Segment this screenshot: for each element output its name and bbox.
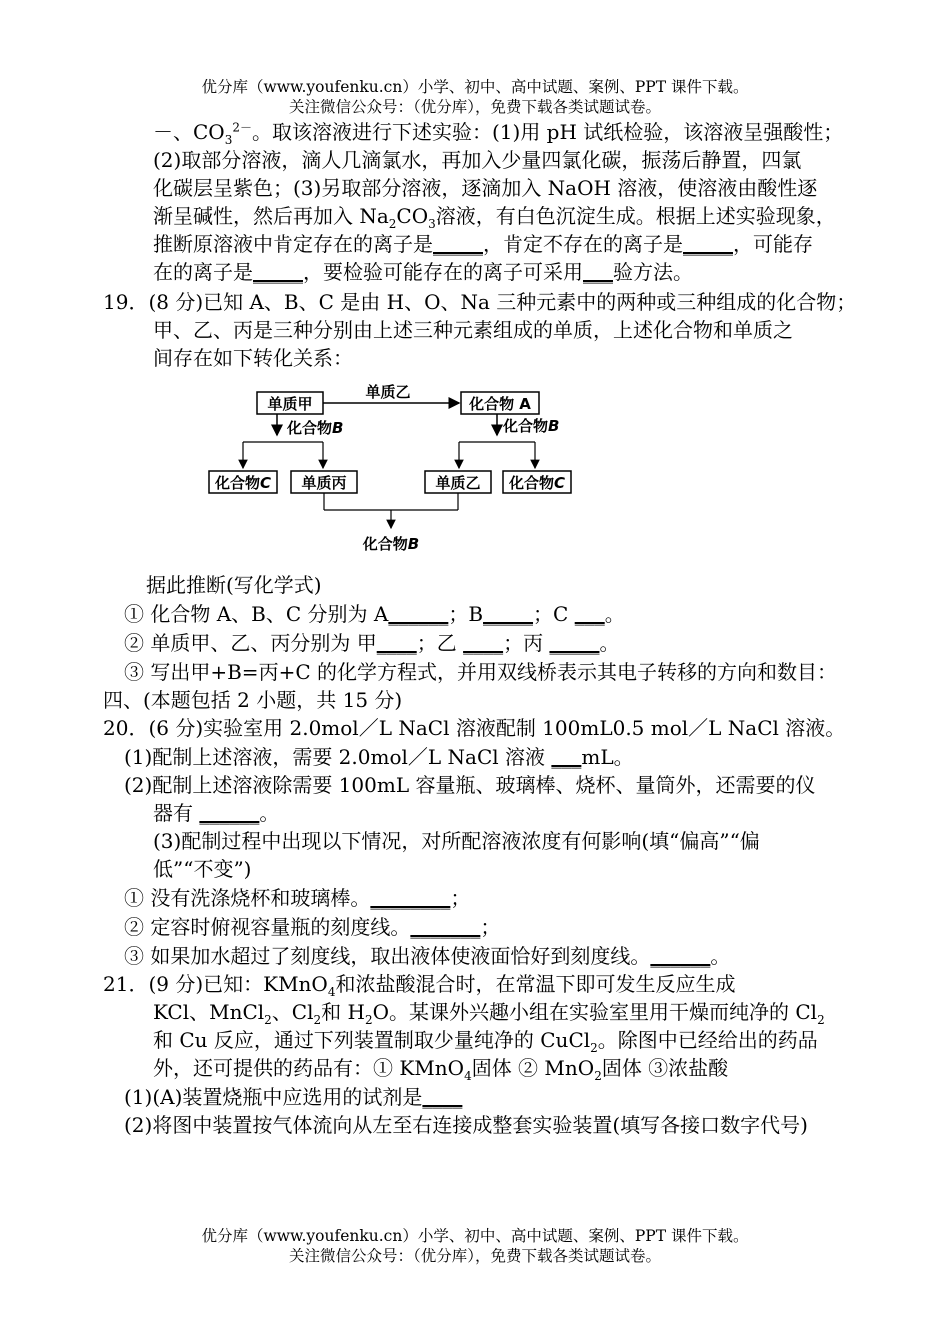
q19-line-4: 据此推断(写化学式): [146, 573, 322, 597]
box-danzhi-yi-label: 单质乙: [435, 474, 481, 492]
answer-blank: ________: [370, 886, 451, 910]
q20-line-7: ① 没有洗涤烧杯和玻璃棒。________；: [124, 886, 471, 910]
arrow-label-danzhi-yi: 单质乙: [365, 383, 411, 401]
q21-line-2: KCl、MnCl$_2$、$Cl_2$和 $H_2O$。某课外兴趣小组在实验室里用干燥而纯净的 $Cl_2$: [153, 1000, 825, 1027]
box-compound-c-right-label: 化合物C: [508, 474, 566, 492]
q18-line-1: －、$CO_3^{2-}$。取该溶液进行下述实验：(1)用 pH 试纸检验，该溶液呈强酸性；: [153, 120, 844, 147]
answer-blank: ____: [422, 1085, 463, 1109]
answer-blank: ____: [463, 631, 504, 655]
q19-line-5: ① 化合物 A、B、C 分别为 A______；B_____；C ___。: [124, 602, 625, 626]
answer-blank: _____: [433, 232, 483, 256]
q18-line-3: 化碳层呈紫色；(3)另取部分溶液，逐滴加入 NaOH 溶液，使溶液由酸性逐: [153, 176, 818, 200]
q20-line-9: ③ 如果加水超过了刻度线，取出液体使液面恰好到刻度线。______。: [124, 944, 731, 968]
q19-line-2: 甲、乙、丙是三种分别由上述三种元素组成的单质，上述化合物和单质之: [153, 318, 793, 342]
q18-line-2: (2)取部分溶液，滴人几滴氯水，再加入少量四氯化碳，振荡后静置，四氯: [153, 148, 802, 172]
header-line-1: 优分库（www.youfenku.cn）小学、初中、高中试题、案例、PPT 课件下载。: [201, 78, 749, 96]
q20-line-3: (2)配制上述溶液除需要 100mL 容量瓶、玻璃棒、烧杯、量筒外，还需要的仪: [124, 773, 816, 797]
label-b-right: 化合物B: [503, 417, 560, 435]
answer-blank: ____: [376, 631, 417, 655]
q20-line-1: 20．(6 分)实验室用 2.0mol／L NaCl 溶液配制 100mL0.5 mol／L NaCl 溶液。: [103, 716, 846, 740]
box-compound-c-left-label: 化合物C: [214, 474, 272, 492]
q20-line-8: ② 定容时俯视容量瓶的刻度线。_______；: [124, 915, 501, 939]
q19-line-1: 19．(8 分)已知 A、B、C 是由 H、O、Na 三种元素中的两种或三种组成的化合物；: [103, 290, 857, 314]
q18-line-6: 在的离子是_____，要检验可能存在的离子可采用___验方法。: [153, 260, 693, 284]
q19-line-3: 间存在如下转化关系：: [153, 346, 353, 370]
q20-line-2: (1)配制上述溶液，需要 2.0mol／L NaCl 溶液 ___mL。: [124, 745, 634, 769]
answer-blank: _____: [253, 260, 303, 284]
q18-line-5: 推断原溶液中肯定存在的离子是_____，肯定不存在的离子是_____，可能存: [153, 232, 813, 256]
answer-blank: ___: [574, 602, 605, 626]
answer-blank: _____: [549, 631, 600, 655]
header-line-2: 关注微信公众号：（优分库），免费下载各类试题试卷。: [288, 98, 661, 116]
answer-blank: ___: [583, 260, 613, 284]
q21-line-1: 21．(9 分)已知：KMnO$_4$和浓盐酸混合时，在常温下即可发生反应生成: [103, 972, 736, 999]
q20-line-4: 器有 ______。: [153, 801, 280, 825]
bottom-compound-b-label: 化合物B: [362, 535, 420, 553]
box-danzhi-jia-label: 单质甲: [267, 395, 313, 413]
answer-blank: _____: [483, 602, 534, 626]
q21-line-3: 和 Cu 反应，通过下列装置制取少量纯净的 CuCl$_2$。除图中已经给出的药品: [153, 1028, 818, 1055]
q19-line-6: ② 单质甲、乙、丙分别为 甲____；乙 ____；丙 _____。: [124, 631, 620, 655]
q20-line-6: 低”“不变”): [153, 857, 252, 881]
answer-blank: ___: [551, 745, 582, 769]
conversion-diagram: [205, 380, 585, 560]
label-b-left: 化合物B: [287, 419, 344, 437]
answer-blank: ______: [199, 801, 260, 825]
q18-line-4: 渐呈碱性，然后再加入 $Na_2CO_3$溶液，有白色沉淀生成。根据上述实验现象，: [153, 204, 836, 231]
answer-blank: ______: [650, 944, 711, 968]
footer-line-1: 优分库（www.youfenku.cn）小学、初中、高中试题、案例、PPT 课件下载。: [201, 1227, 749, 1245]
q21-line-4: 外，还可提供的药品有：① KMnO$_4$固体 ② MnO$_2$固体 ③浓盐酸: [153, 1056, 729, 1083]
answer-blank: _______: [410, 915, 481, 939]
footer-line-2: 关注微信公众号：（优分库），免费下载各类试题试卷。: [288, 1247, 661, 1265]
answer-blank: _____: [683, 232, 733, 256]
box-compound-a-label: 化合物 A: [469, 395, 531, 413]
q21-line-6: (2)将图中装置按气体流向从左至右连接成整套实验装置(填写各接口数字代号): [124, 1113, 808, 1137]
q20-line-5: (3)配制过程中出现以下情况，对所配溶液浓度有何影响(填“偏高”“偏: [153, 829, 760, 853]
box-danzhi-bing-label: 单质丙: [301, 474, 347, 492]
answer-blank: ______: [388, 602, 449, 626]
q19-line-7: ③ 写出甲+B=丙+C 的化学方程式，并用双线桥表示其电子转移的方向和数目：: [124, 660, 837, 684]
section-heading: 四、(本题包括 2 小题，共 15 分): [103, 688, 403, 712]
q21-line-5: (1)(A)装置烧瓶中应选用的试剂是____: [124, 1085, 463, 1109]
